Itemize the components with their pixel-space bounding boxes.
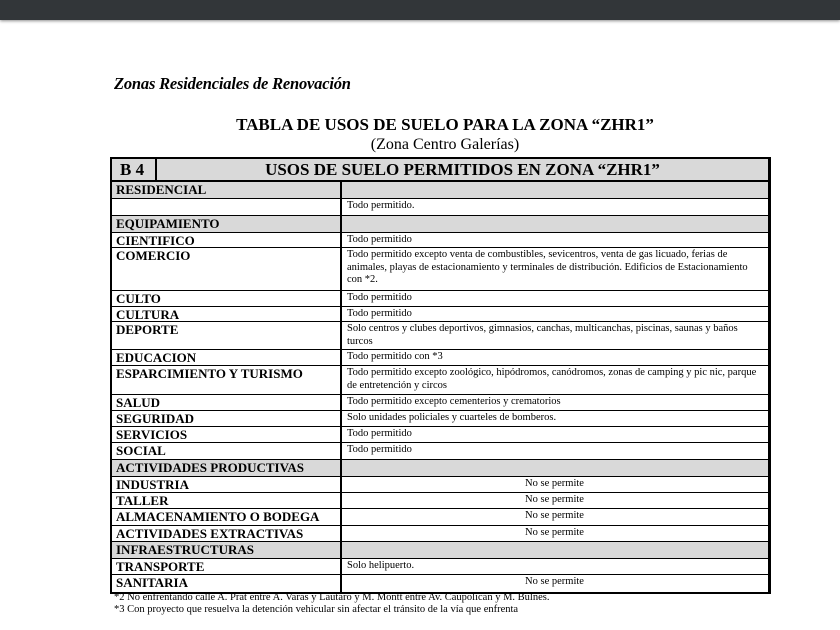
rule-cell: No se permite xyxy=(525,478,584,489)
table-row xyxy=(112,322,768,350)
rule-cell: Todo permitido excepto venta de combustibles, sevicentros, venta de gas licuado, ferias de animales, playas de estacionamiento y terminales de distribución. Edificios de Estacionamiento con *2. xyxy=(347,249,748,285)
table-row xyxy=(112,350,768,366)
use-cell: SALUD xyxy=(112,395,342,410)
rule-cell: Solo unidades policiales y cuarteles de bomberos. xyxy=(347,412,557,423)
use-cell: SEGURIDAD xyxy=(112,411,342,426)
table-row xyxy=(112,575,768,592)
table-row xyxy=(112,395,768,411)
use-cell: ACTIVIDADES EXTRACTIVAS xyxy=(112,526,342,541)
use-cell: RESIDENCIAL xyxy=(112,182,342,198)
table-row xyxy=(112,443,768,460)
table-row xyxy=(112,248,768,291)
use-cell: CIENTIFICO xyxy=(112,233,342,247)
category-row xyxy=(112,182,768,199)
table-title: TABLA DE USOS DE SUELO PARA LA ZONA “ZHR1” xyxy=(236,115,654,134)
table-subtitle: (Zona Centro Galerías) xyxy=(370,136,520,153)
table-row xyxy=(112,509,768,526)
footnote: *3 Con proyecto que resuelva la detención vehicular sin afectar el tránsito de la vía que enfrenta xyxy=(114,604,519,615)
use-cell: ALMACENAMIENTO O BODEGA xyxy=(112,509,342,525)
use-cell: INDUSTRIA xyxy=(112,477,342,492)
table-body xyxy=(112,182,768,592)
use-cell: INFRAESTRUCTURAS xyxy=(112,542,342,558)
rule-cell: No se permite xyxy=(525,576,584,587)
rule-cell: No se permite xyxy=(525,510,584,521)
use-cell: TRANSPORTE xyxy=(112,559,342,574)
table-header-row xyxy=(112,159,768,182)
table-row xyxy=(112,199,768,216)
category-row xyxy=(112,216,768,233)
table-header-title: USOS DE SUELO PERMITIDOS EN ZONA “ZHR1” xyxy=(265,160,660,179)
table-code: B 4 xyxy=(112,159,157,180)
table-row xyxy=(112,411,768,427)
rule-cell: No se permite xyxy=(525,494,584,505)
table-row xyxy=(112,366,768,395)
rule-cell: Todo permitido excepto cementerios y crematorios xyxy=(347,396,561,407)
table-row xyxy=(112,526,768,542)
use-cell: COMERCIO xyxy=(112,248,342,290)
section-title: Zonas Residenciales de Renovación xyxy=(114,74,351,93)
rule-cell: Todo permitido xyxy=(347,444,412,455)
footnotes xyxy=(114,592,549,616)
use-cell: CULTO xyxy=(112,291,342,306)
rule-cell: Solo centros y clubes deportivos, gimnasios, canchas, multicanchas, piscinas, saunas y baños turcos xyxy=(347,323,738,347)
rule-cell: Solo helipuerto. xyxy=(347,560,415,571)
rule-cell: Todo permitido xyxy=(347,308,412,319)
rule-cell: Todo permitido con *3 xyxy=(347,351,443,362)
use-cell: EDUCACION xyxy=(112,350,342,365)
category-row xyxy=(112,542,768,559)
table-row xyxy=(112,307,768,322)
land-use-table xyxy=(110,157,771,594)
rule-cell: Todo permitido excepto zoológico, hipódromos, canódromos, zonas de camping y pic nic, parque de entretención y circos xyxy=(347,367,757,391)
rule-cell: Todo permitido xyxy=(347,234,412,245)
rule-cell xyxy=(342,182,768,198)
use-cell: DEPORTE xyxy=(112,322,342,349)
table-row xyxy=(112,427,768,443)
table-row xyxy=(112,493,768,509)
rule-cell: Todo permitido xyxy=(347,292,412,303)
use-cell: TALLER xyxy=(112,493,342,508)
rule-cell: Todo permitido. xyxy=(347,200,415,211)
rule-cell xyxy=(342,542,768,558)
rule-cell: No se permite xyxy=(525,527,584,538)
use-cell xyxy=(112,199,342,215)
table-row xyxy=(112,233,768,248)
table-row xyxy=(112,477,768,493)
use-cell: SERVICIOS xyxy=(112,427,342,442)
use-cell: SANITARIA xyxy=(112,575,342,592)
use-cell: EQUIPAMIENTO xyxy=(112,216,342,232)
use-cell: CULTURA xyxy=(112,307,342,321)
footnote: *2 No enfrentando calle A. Prat entre A. Varas y Lautaro y M. Montt entre Av. Caupolican y M. Bulnes. xyxy=(114,592,550,603)
use-cell: ACTIVIDADES PRODUCTIVAS xyxy=(112,460,342,476)
rule-cell xyxy=(342,216,768,232)
category-row xyxy=(112,460,768,477)
use-cell: SOCIAL xyxy=(112,443,342,459)
rule-cell: Todo permitido xyxy=(347,428,412,439)
rule-cell xyxy=(342,460,768,476)
table-row xyxy=(112,291,768,307)
use-cell: ESPARCIMIENTO Y TURISMO xyxy=(112,366,342,394)
table-row xyxy=(112,559,768,575)
viewer-toolbar xyxy=(0,0,840,20)
